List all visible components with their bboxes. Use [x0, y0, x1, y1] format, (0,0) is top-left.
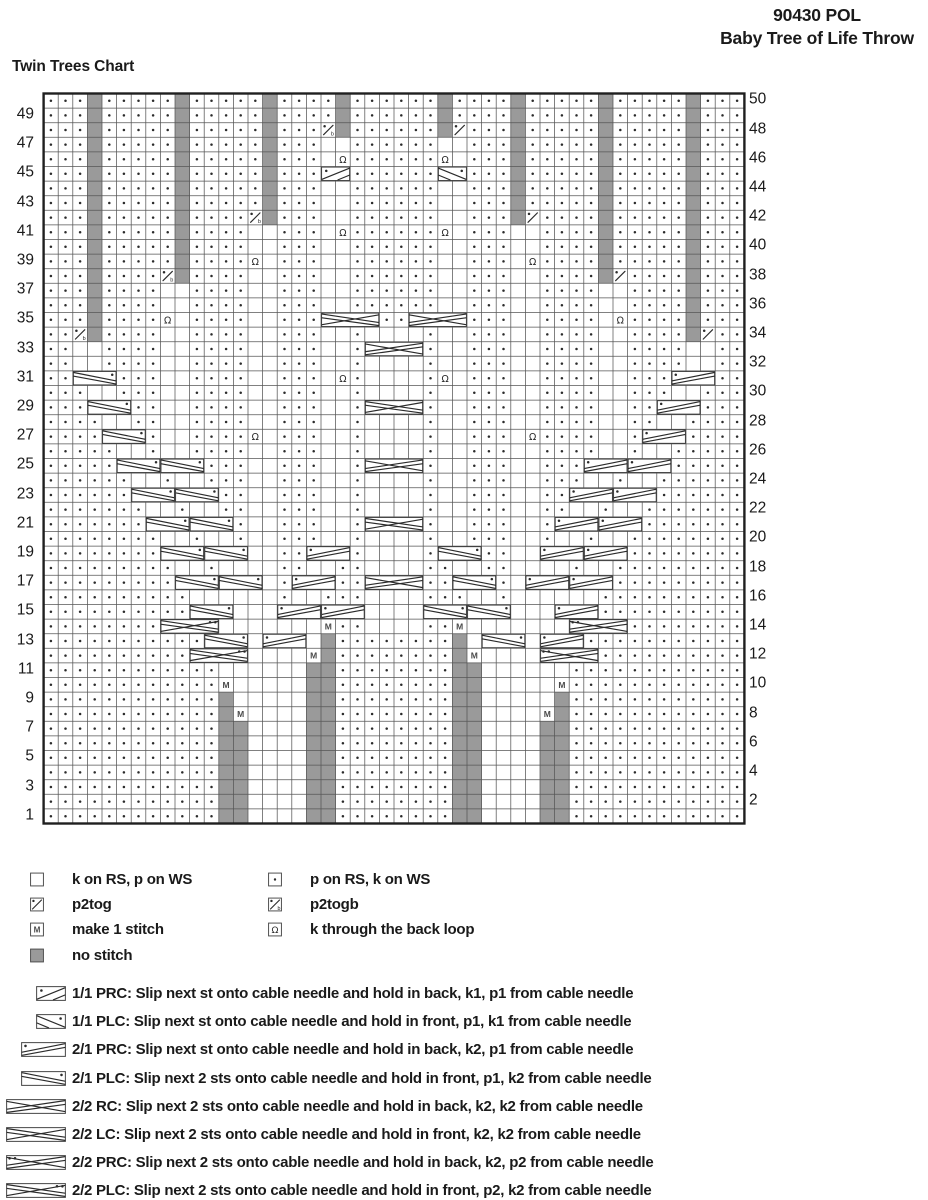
ktbl-symbol-icon: [268, 922, 282, 937]
row-number-left: 39: [16, 251, 34, 269]
svg-text:Ω: Ω: [251, 257, 259, 268]
row-number-left: 31: [16, 367, 34, 385]
11plc-icon: [36, 1014, 66, 1029]
p2tog-symbol-icon: [30, 897, 44, 912]
legend-label: 2/2 RC: Slip next 2 sts onto cable needle and hold in back, k2, k2 from cable needle: [72, 1097, 643, 1115]
svg-text:M: M: [237, 709, 245, 719]
legend-label: 2/2 PRC: Slip next 2 sts onto cable needle and hold in back, k2, p2 from cable needle: [72, 1154, 654, 1172]
row-number-right: 28: [749, 411, 767, 429]
knit-icon: [30, 872, 44, 887]
svg-text:Ω: Ω: [529, 257, 537, 268]
row-number-right: 36: [749, 294, 767, 312]
row-number-right: 10: [749, 674, 767, 692]
svg-text:b: b: [257, 219, 261, 226]
m1-symbol-icon: [30, 922, 44, 937]
22plc-icon: [6, 1183, 66, 1198]
svg-text:Ω: Ω: [339, 373, 347, 385]
21prc-icon: [21, 1042, 66, 1057]
svg-text:b: b: [82, 335, 86, 342]
svg-text:M: M: [33, 925, 41, 935]
svg-text:Ω: Ω: [441, 373, 449, 385]
svg-text:Ω: Ω: [271, 926, 279, 937]
nostitch-symbol-icon: [30, 948, 44, 963]
row-number-right: 2: [749, 791, 758, 809]
row-number-left: 49: [16, 105, 34, 123]
pattern-name: Baby Tree of Life Throw: [720, 28, 914, 49]
row-number-right: 24: [749, 470, 767, 488]
row-number-left: 25: [16, 455, 34, 473]
legend-label: no stitch: [72, 946, 133, 964]
purl-icon: [268, 872, 282, 887]
row-number-left: 7: [25, 718, 34, 736]
svg-text:Ω: Ω: [339, 227, 347, 239]
22lc-icon: [6, 1127, 66, 1142]
row-number-right: 8: [749, 703, 758, 721]
row-number-right: 42: [749, 207, 767, 225]
row-number-left: 27: [16, 426, 34, 444]
ktbl-icon: [268, 922, 282, 937]
22prc-icon: [6, 1155, 66, 1170]
svg-text:M: M: [470, 650, 478, 661]
21plc-symbol-icon: [21, 1071, 66, 1086]
legend-label: k on RS, p on WS: [72, 871, 193, 888]
row-number-left: 33: [16, 338, 34, 356]
svg-text:M: M: [456, 621, 464, 632]
legend-label: 1/1 PLC: Slip next st onto cable needle and hold in front, p1, k1 from cable needle: [72, 1013, 632, 1031]
legend-label: k through the back loop: [310, 921, 475, 939]
row-number-left: 19: [16, 543, 34, 561]
row-number-left: 15: [16, 601, 34, 619]
svg-text:M: M: [324, 621, 332, 632]
legend-label: p on RS, k on WS: [310, 871, 431, 888]
row-number-right: 26: [749, 440, 767, 458]
21plc-icon: [21, 1071, 66, 1086]
22lc-symbol-icon: [6, 1127, 66, 1142]
22rc-symbol-icon: [6, 1099, 66, 1114]
p2tog-icon: [30, 897, 44, 912]
row-number-left: 21: [16, 513, 34, 531]
svg-text:Ω: Ω: [339, 154, 347, 166]
purl-symbol-icon: [268, 872, 282, 887]
21prc-symbol-icon: [21, 1042, 66, 1057]
svg-text:Ω: Ω: [616, 315, 624, 327]
row-number-left: 37: [16, 280, 34, 298]
svg-text:Ω: Ω: [529, 432, 537, 444]
row-number-right: 44: [749, 178, 767, 196]
svg-text:M: M: [558, 679, 566, 690]
row-number-left: 47: [16, 134, 34, 152]
row-number-right: 50: [749, 90, 767, 108]
row-number-right: 30: [749, 382, 767, 400]
11prc-icon: [36, 986, 66, 1001]
22plc-symbol-icon: [6, 1183, 66, 1198]
p2togb-symbol-icon: [268, 897, 282, 912]
row-number-right: 18: [749, 557, 767, 575]
legend-label: 1/1 PRC: Slip next st onto cable needle and hold in back, k1, p1 from cable needle: [72, 985, 634, 1002]
svg-text:Ω: Ω: [164, 315, 172, 327]
row-number-right: 6: [749, 732, 758, 750]
legend-label: 2/1 PRC: Slip next st onto cable needle and hold in back, k2, p1 from cable needle: [72, 1041, 634, 1059]
svg-text:M: M: [222, 679, 230, 690]
chart-grid-svg: [42, 92, 746, 825]
svg-text:b: b: [277, 905, 281, 912]
row-number-left: 23: [16, 484, 34, 502]
p2togb-icon: [268, 897, 282, 912]
svg-text:M: M: [310, 650, 318, 661]
row-number-left: 17: [16, 572, 34, 590]
svg-text:Ω: Ω: [441, 154, 449, 166]
row-number-right: 14: [749, 616, 767, 634]
svg-text:M: M: [543, 709, 551, 719]
11prc-symbol-icon: [36, 986, 66, 1001]
row-number-left: 5: [25, 747, 34, 765]
m1-icon: [30, 922, 44, 937]
pattern-header: [708, 4, 926, 50]
row-number-left: 3: [25, 776, 34, 794]
row-number-left: 45: [16, 163, 34, 181]
svg-text:b: b: [330, 131, 334, 138]
row-number-right: 48: [749, 119, 767, 137]
legend-label: p2tog: [72, 896, 112, 914]
row-number-left: 41: [16, 221, 34, 239]
knitting-chart-grid: [42, 92, 746, 825]
row-number-right: 22: [749, 499, 767, 517]
row-number-right: 20: [749, 528, 767, 546]
row-number-right: 38: [749, 265, 767, 283]
row-number-right: 4: [749, 762, 758, 780]
chart-title: Twin Trees Chart: [12, 58, 135, 75]
row-number-left: 1: [25, 805, 34, 823]
row-number-right: 40: [749, 236, 767, 254]
11plc-symbol-icon: [36, 1014, 66, 1029]
nostitch-icon: [30, 948, 44, 963]
legend-label: make 1 stitch: [72, 921, 164, 939]
row-number-right: 34: [749, 324, 767, 342]
row-number-right: 12: [749, 645, 767, 663]
svg-text:b: b: [170, 277, 174, 284]
row-number-right: 16: [749, 586, 767, 604]
22prc-symbol-icon: [6, 1155, 66, 1170]
pattern-number: 90430 POL: [773, 5, 861, 25]
row-number-left: 13: [16, 630, 34, 648]
svg-text:Ω: Ω: [441, 227, 449, 239]
row-number-left: 11: [17, 659, 34, 677]
legend-label: p2togb: [310, 896, 359, 914]
legend-label: 2/2 LC: Slip next 2 sts onto cable needle and hold in front, k2, k2 from cable needle: [72, 1126, 641, 1143]
22rc-icon: [6, 1099, 66, 1114]
row-number-left: 43: [16, 192, 34, 210]
row-number-left: 29: [16, 397, 34, 415]
row-number-right: 46: [749, 148, 767, 166]
legend-label: 2/2 PLC: Slip next 2 sts onto cable needle and hold in front, p2, k2 from cable needle: [72, 1182, 652, 1200]
row-number-left: 35: [16, 309, 34, 327]
row-number-left: 9: [25, 689, 34, 707]
legend-label: 2/1 PLC: Slip next 2 sts onto cable needle and hold in front, p1, k2 from cable needle: [72, 1069, 652, 1087]
knit-symbol-icon: [30, 872, 44, 887]
row-number-right: 32: [749, 353, 767, 371]
svg-text:Ω: Ω: [251, 432, 259, 444]
